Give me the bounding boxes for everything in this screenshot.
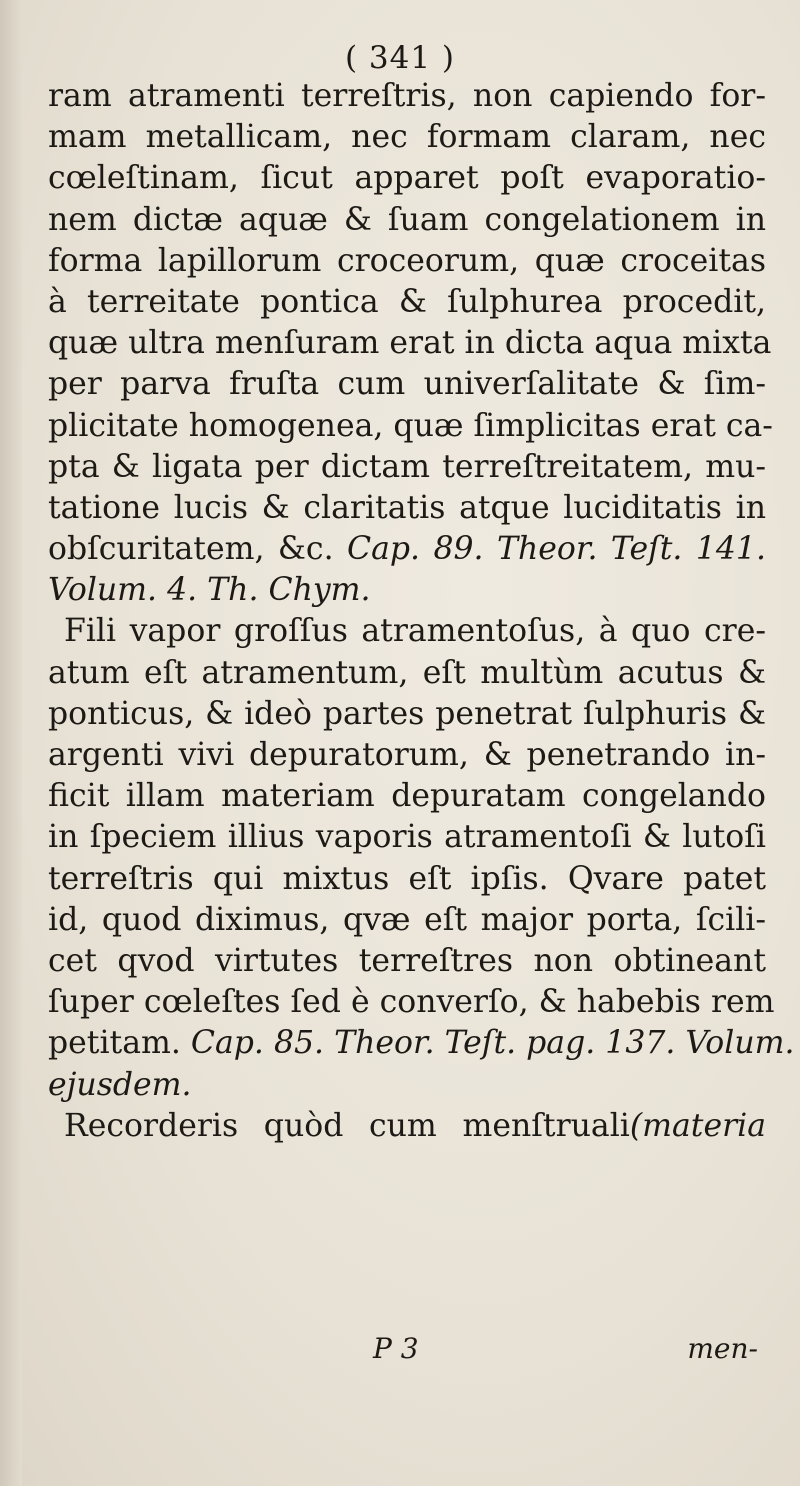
text-line: ficit illam materiam depuratam congelando xyxy=(48,778,766,815)
page-footer xyxy=(48,1332,766,1372)
text-line: in ſpeciem illius vaporis atramentoſi & lutoſi xyxy=(48,819,766,856)
text-line: tatione lucis & claritatis atque luciditatis in xyxy=(48,489,766,526)
text-line: à terreitate pontica & ſulphurea procedit, xyxy=(48,283,766,320)
italic-fragment: (materia xyxy=(629,1107,766,1144)
text-line: plicitate homogenea, quæ ſimplicitas erat ca- xyxy=(48,407,773,444)
page-number xyxy=(0,40,800,76)
citation: Cap. 89. Theor. Teſt. 141. xyxy=(347,531,766,568)
signature-mark: P 3 xyxy=(373,1332,419,1365)
text-line-with-citation xyxy=(48,529,766,570)
paragraph-start-line: Fili vapor groſſus atramentoſus, à quo cre- xyxy=(64,613,766,650)
text-fragment: obſcuritatem, &c. xyxy=(48,531,334,568)
citation-continued: Volum. 4. Th. Chym. xyxy=(48,572,371,609)
catchword: men- xyxy=(687,1332,758,1365)
paragraph-start-line xyxy=(48,1106,766,1147)
text-line: quæ ultra menſuram erat in dicta aqua mixta xyxy=(48,325,772,362)
text-line: nem dictæ aquæ & ſuam congelationem in xyxy=(48,201,766,238)
text-line: cet qvod virtutes terreſtres non obtineant xyxy=(48,942,766,979)
text-line: cœleſtinam, ſicut apparet poſt evaporatio- xyxy=(48,160,766,197)
citation-continued: ejusdem. xyxy=(48,1066,192,1103)
text-line: pta & ligata per dictam terreſtreitatem, mu- xyxy=(48,448,766,485)
text-line: terreſtris qui mixtus eſt ipſis. Qvare patet xyxy=(48,860,766,897)
text-line: mam metallicam, nec formam claram, nec xyxy=(48,119,766,156)
text-fragment: petitam. xyxy=(48,1025,181,1062)
text-fragment: Recorderis quòd cum menſtruali xyxy=(64,1107,630,1144)
binding-gutter xyxy=(0,0,22,1486)
text-line: atum eſt atramentum, eſt multùm acutus & xyxy=(48,654,766,691)
page-number-text: ( 341 ) xyxy=(344,40,456,76)
body-text xyxy=(48,76,795,1147)
citation: Cap. 85. Theor. Teſt. pag. 137. Volum. xyxy=(190,1025,795,1062)
text-line: forma lapillorum croceorum, quæ croceitas xyxy=(48,242,766,279)
text-line: id, quod diximus, qvæ eſt major porta, ſcili- xyxy=(48,901,766,938)
text-line: ſuper cœleſtes ſed è converſo, & habebis rem xyxy=(48,984,775,1021)
text-line: ponticus, & ideò partes penetrat ſulphuris & xyxy=(48,695,766,732)
text-line: ram atramenti terreſtris, non capiendo for- xyxy=(48,78,766,114)
text-line: per parva fruſta cum univerſalitate & ſim- xyxy=(48,366,766,403)
text-line-with-citation xyxy=(48,1023,795,1064)
text-line: argenti vivi depuratorum, & penetrando in- xyxy=(48,737,766,773)
